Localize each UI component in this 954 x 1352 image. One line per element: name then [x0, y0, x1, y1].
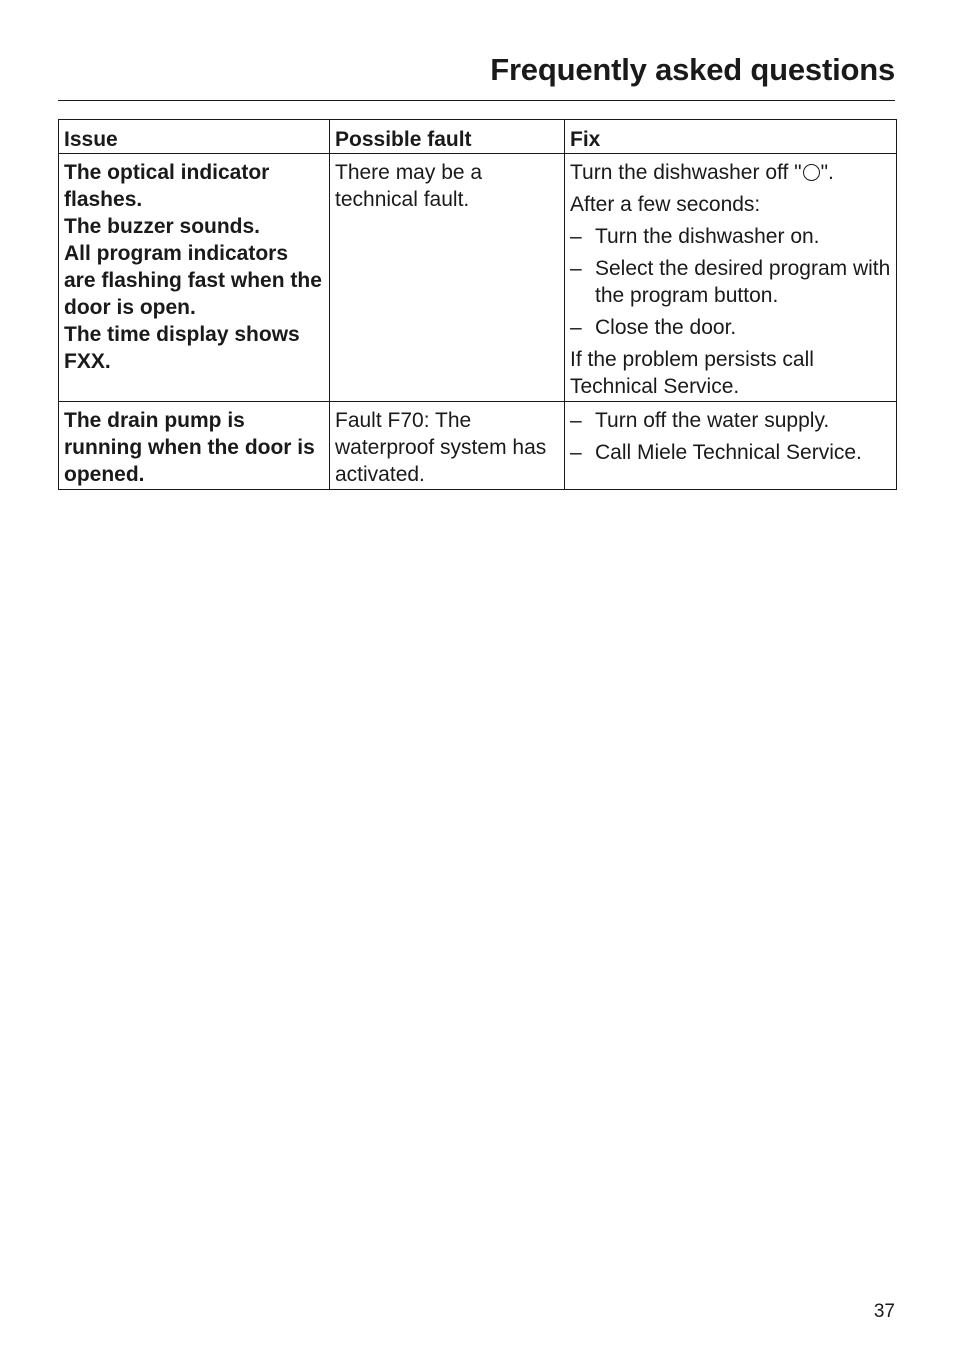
page-title: Frequently asked questions [490, 52, 895, 87]
dash-bullet: – [570, 257, 582, 280]
issue-text: All program indicators are flashing fast when the door is open. [64, 242, 322, 319]
fix-step-text: Turn off the water supply. [595, 409, 830, 432]
power-off-icon [803, 164, 820, 181]
column-header-fault: Possible fault [330, 120, 565, 154]
fix-cell [565, 154, 897, 402]
dash-bullet: – [570, 441, 582, 464]
fix-intro-2: After a few seconds: [570, 193, 761, 216]
fix-outro: If the problem persists call Technical Service. [570, 348, 814, 398]
dash-bullet: – [570, 316, 582, 339]
fix-step-text: Call Miele Technical Service. [595, 441, 862, 464]
table-header-row [59, 120, 897, 154]
issue-cell [59, 154, 330, 402]
fix-step-text: Close the door. [595, 316, 737, 339]
issue-text: The buzzer sounds. [64, 215, 261, 238]
fix-step-list [570, 407, 891, 466]
column-header-fix: Fix [565, 120, 897, 154]
faq-table [58, 119, 897, 490]
list-item [570, 407, 891, 434]
fault-text: Fault F70: The waterproof system has activated. [335, 409, 547, 486]
column-header-issue: Issue [59, 120, 330, 154]
fix-intro-text-end: ". [820, 161, 834, 184]
issue-text: The optical indicator flashes. [64, 161, 270, 211]
issue-cell [59, 402, 330, 490]
issue-text: The time display shows FXX. [64, 323, 300, 373]
table-row [59, 402, 897, 490]
fix-intro-text: Turn the dishwasher off " [570, 161, 802, 184]
issue-text: The drain pump is running when the door is opened. [64, 409, 315, 486]
fix-step-text: Turn the dishwasher on. [595, 225, 820, 248]
fix-step-list [570, 223, 891, 341]
dash-bullet: – [570, 409, 582, 432]
fault-cell [330, 402, 565, 490]
page-number: 37 [873, 1301, 895, 1322]
list-item [570, 223, 891, 250]
list-item [570, 314, 891, 341]
fix-cell [565, 402, 897, 490]
table-row [59, 154, 897, 402]
list-item [570, 439, 891, 466]
fix-step-text: Select the desired program with the program button. [595, 257, 891, 307]
title-divider [58, 100, 895, 101]
fault-cell [330, 154, 565, 402]
fix-intro [570, 159, 891, 186]
list-item [570, 255, 891, 309]
dash-bullet: – [570, 225, 582, 248]
fault-text: There may be a technical fault. [335, 161, 483, 211]
